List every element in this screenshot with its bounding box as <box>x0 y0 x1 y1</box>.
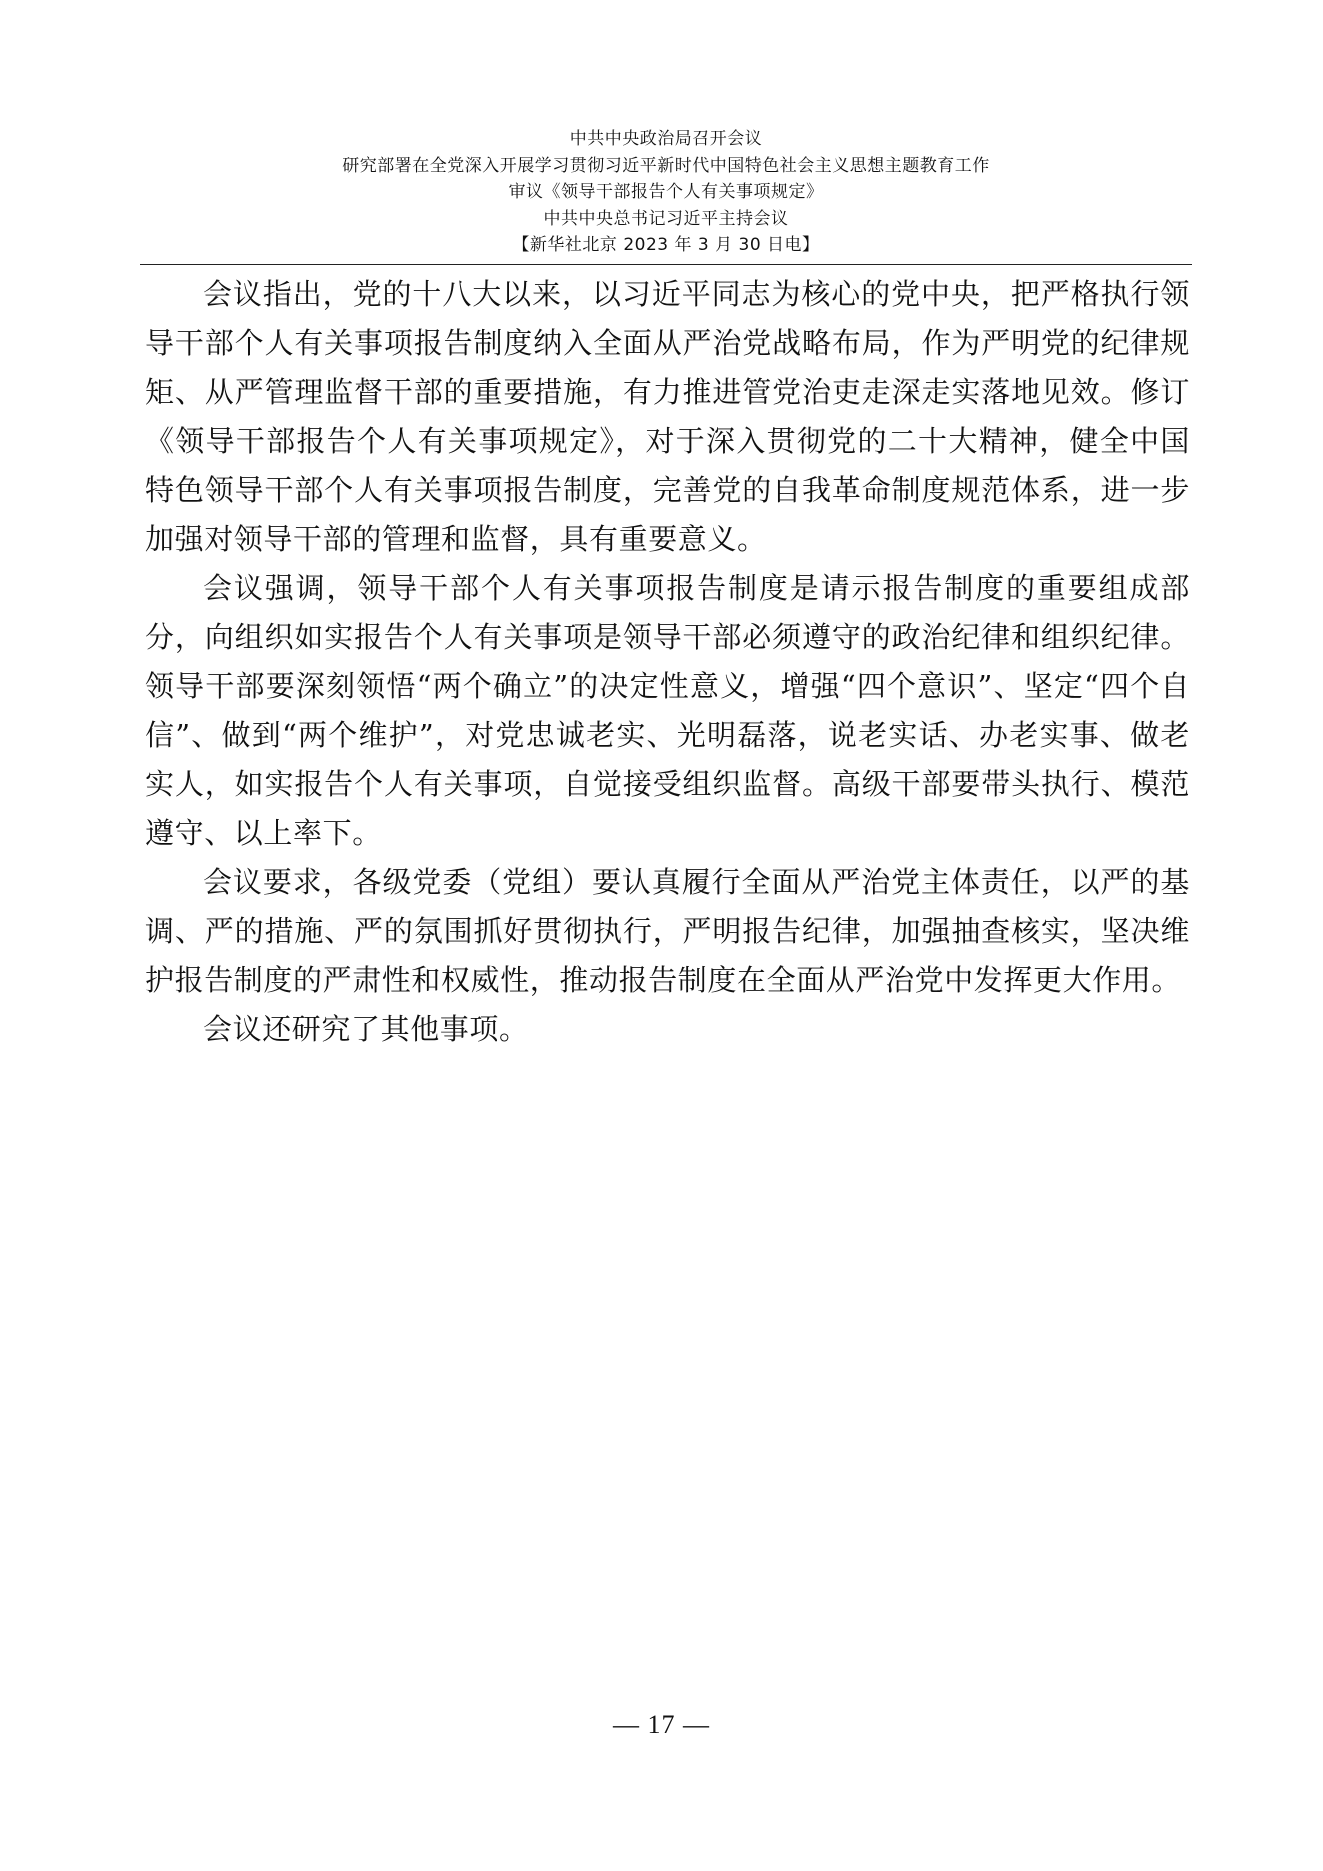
header-subtitle-presided: 中共中央总书记习近平主持会议 <box>543 208 789 229</box>
article-body <box>145 270 1190 1054</box>
header-subtitle-study: 研究部署在全党深入开展学习贯彻习近平新时代中国特色社会主义思想主题教育工作 <box>342 155 990 176</box>
header-dateline: 【新华社北京 2023 年 3 月 30 日电】 <box>512 235 820 255</box>
header-subtitle-review: 审议《领导干部报告个人有关事项规定》 <box>508 182 824 202</box>
header-title: 中共中央政治局召开会议 <box>569 129 763 149</box>
body-paragraph-2: 会议强调，领导干部个人有关事项报告制度是请示报告制度的重要组成部分，向组织如实报告个人有关事项是领导干部必须遵守的政治纪律和组织纪律。领导干部要深刻领悟“两个确立”的决定性意义，增强“四个意识”、坚定“四个自信”、做到“两个维护”，对党忠诚老实、光明磊落，说老实话、办老实事、做老实人，如实报告个人有关事项，自觉接受组织监督。高级干部要带头执行、模范遵守、以上率下。 <box>145 571 1190 850</box>
header-divider <box>140 264 1192 265</box>
body-paragraph-3: 会议要求，各级党委（党组）要认真履行全面从严治党主体责任，以严的基调、严的措施、严的氛围抓好贯彻执行，严明报告纪律，加强抽查核实，坚决维护报告制度的严肃性和权威性，推动报告制度在全面从严治党中发挥更大作用。 <box>145 865 1190 997</box>
document-header <box>140 126 1192 259</box>
body-paragraph-1: 会议指出，党的十八大以来，以习近平同志为核心的党中央，把严格执行领导干部个人有关事项报告制度纳入全面从严治党战略布局，作为严明党的纪律规矩、从严管理监督干部的重要措施，有力推进管党治吏走深走实落地见效。修订《领导干部报告个人有关事项规定》，对于深入贯彻党的二十大精神，健全中国特色领导干部个人有关事项报告制度，完善党的自我革命制度规范体系，进一步加强对领导干部的管理和监督，具有重要意义。 <box>145 277 1190 556</box>
page-number: — 17 — <box>613 1710 710 1739</box>
body-paragraph-4: 会议还研究了其他事项。 <box>203 1012 529 1046</box>
